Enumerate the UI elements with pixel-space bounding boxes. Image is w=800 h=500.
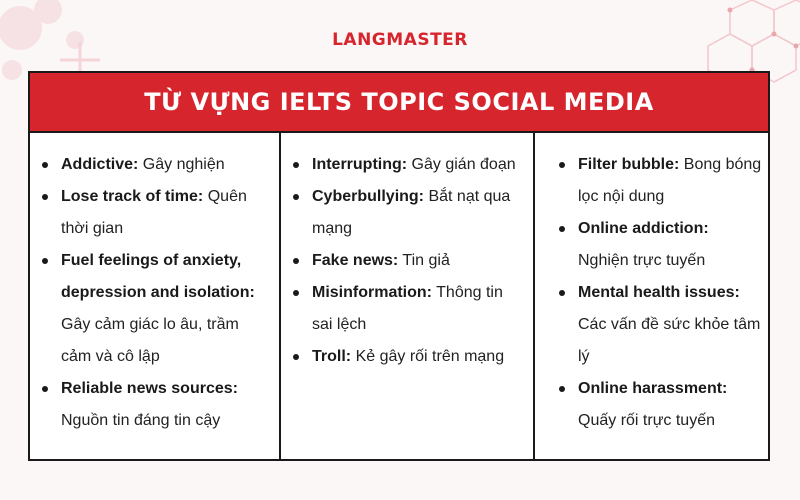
term: Reliable news sources: <box>61 380 238 397</box>
meaning: Gây gián đoạn <box>411 156 516 173</box>
list-item <box>291 245 527 277</box>
term: Filter bubble: <box>578 156 680 173</box>
meaning: Thông tin sai lệch <box>312 284 503 333</box>
list-item <box>557 149 762 213</box>
term: Online addiction: <box>578 220 709 237</box>
term: Online harassment: <box>578 380 728 397</box>
langmaster-logo: LANGMASTER <box>332 30 468 50</box>
meaning: Nghiện trực tuyến <box>578 252 706 269</box>
term: Misinformation: <box>312 284 432 301</box>
meaning: Tin giả <box>402 252 450 269</box>
meaning: Quấy rối trực tuyến <box>578 412 715 429</box>
meaning: Bong bóng lọc nội dung <box>578 156 762 205</box>
card-title: TỪ VỰNG IELTS TOPIC SOCIAL MEDIA <box>144 88 654 116</box>
list-item <box>291 341 527 373</box>
vocabulary-list <box>291 149 527 373</box>
list-item <box>40 245 273 373</box>
vocabulary-card <box>28 71 770 461</box>
term: Addictive: <box>61 156 139 173</box>
meaning: Các vấn đề sức khỏe tâm lý <box>578 316 761 365</box>
vocabulary-list <box>40 149 273 437</box>
list-item <box>40 181 273 245</box>
column-2 <box>281 133 535 459</box>
list-item <box>40 149 273 181</box>
meaning: Gây cảm giác lo âu, trầm cảm và cô lập <box>61 316 239 365</box>
title-bar <box>30 73 768 133</box>
list-item <box>291 181 527 245</box>
meaning: Quên thời gian <box>61 188 247 237</box>
term: Cyberbullying: <box>312 188 425 205</box>
list-item <box>291 149 527 181</box>
term: Lose track of time: <box>61 188 204 205</box>
list-item <box>40 373 273 437</box>
meaning: Bắt nạt qua mạng <box>312 188 511 237</box>
term: Troll: <box>312 348 352 365</box>
term: Fake news: <box>312 252 399 269</box>
column-1 <box>30 133 281 459</box>
meaning: Gây nghiện <box>142 156 225 173</box>
meaning: Nguồn tin đáng tin cậy <box>61 412 221 429</box>
term: Fuel feelings of anxiety, depression and isolation: <box>61 252 255 301</box>
column-3 <box>535 133 768 459</box>
term: Mental health issues: <box>578 284 740 301</box>
list-item <box>557 373 762 437</box>
vocabulary-list <box>557 149 762 437</box>
meaning: Kẻ gây rối trên mạng <box>355 348 505 365</box>
term: Interrupting: <box>312 156 408 173</box>
list-item <box>557 213 762 277</box>
vocabulary-columns <box>30 133 768 459</box>
list-item <box>557 277 762 373</box>
list-item <box>291 277 527 341</box>
